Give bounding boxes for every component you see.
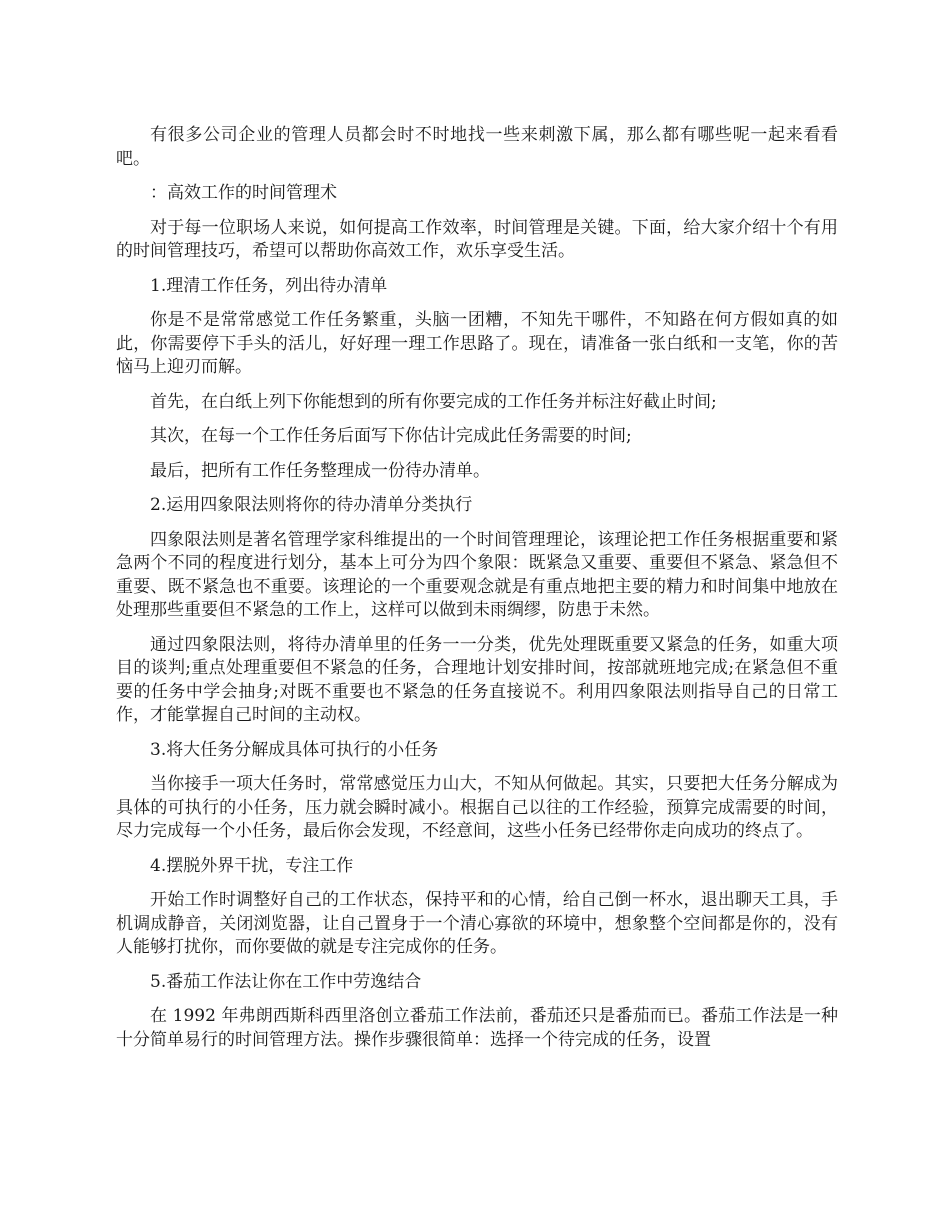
tip-5-heading: 5.番茄工作法让你在工作中劳逸结合: [150, 971, 422, 992]
tip-1-paragraph: 你是不是常常感觉工作任务繁重，头脑一团糟，不知先干哪件，不知路在何方假如真的如此，你需要停下手头的活儿，好好理一理工作思路了。现在，请准备一张白纸和一支笔，你的苦恼马上迎刃而解。: [116, 310, 838, 377]
tip-3-heading: 3.将大任务分解成具体可执行的小任务: [150, 739, 439, 760]
tip-5-paragraph: 在 1992 年弗朗西斯科西里洛创立番茄工作法前，番茄还只是番茄而已。番茄工作法是一种十分简单易行的时间管理方法。操作步骤很简单：选择一个待完成的任务，设置: [116, 1006, 838, 1050]
tip-1-step-first: 首先，在白纸上列下你能想到的所有你要完成的工作任务并标注好截止时间;: [150, 391, 717, 412]
tip-1-heading: 1.理清工作任务，列出待办清单: [150, 275, 388, 296]
tip-4-heading: 4.摆脱外界干扰，专注工作: [150, 855, 354, 876]
tip-2-paragraph-2: 通过四象限法则，将待办清单里的任务一一分类，优先处理既重要又紧急的任务，如重大项目的谈判;重点处理重要但不紧急的任务，合理地计划安排时间，按部就班地完成;在紧急但不重要的任务中学会抽身;对既不重要也不紧急的任务直接说不。利用四象限法则指导自己的日常工作，才能掌握自己时间的主动权。: [116, 634, 838, 725]
tip-2-paragraph-1: 四象限法则是著名管理学家科维提出的一个时间管理理论，该理论把工作任务根据重要和紧急两个不同的程度进行划分，基本上可分为四个象限：既紧急又重要、重要但不紧急、紧急但不重要、既不紧急也不重要。该理论的一个重要观念就是有重点地把主要的精力和时间集中地放在处理那些重要但不紧急的工作上，这样可以做到未雨绸缪，防患于未然。: [116, 529, 838, 620]
tip-1-step-second: 其次，在每一个工作任务后面写下你估计完成此任务需要的时间;: [150, 426, 632, 446]
tip-4-paragraph: 开始工作时调整好自己的工作状态，保持平和的心情，给自己倒一杯水，退出聊天工具，手机调成静音，关闭浏览器，让自己置身于一个清心寡欲的环境中，想象整个空间都是你的，没有人能够打扰你，而你要做的就是专注完成你的任务。: [116, 890, 838, 957]
tip-2-heading: 2.运用四象限法则将你的待办清单分类执行: [150, 495, 473, 515]
section-title: ：高效工作的时间管理术: [150, 183, 337, 203]
tip-3-paragraph: 当你接手一项大任务时，常常感觉压力山大，不知从何做起。其实，只要把大任务分解成为具体的可执行的小任务，压力就会瞬时减小。根据自己以往的工作经验，预算完成需要的时间，尽力完成每一个小任务，最后你会发现，不经意间，这些小任务已经带你走向成功的终点了。: [116, 774, 838, 841]
overview-paragraph: 对于每一位职场人来说，如何提高工作效率，时间管理是关键。下面，给大家介绍十个有用的时间管理技巧，希望可以帮助你高效工作，欢乐享受生活。: [116, 217, 838, 261]
intro-paragraph: 有很多公司企业的管理人员都会时不时地找一些来刺激下属，那么都有哪些呢一起来看看吧。: [116, 125, 838, 169]
document-body: [116, 124, 838, 1063]
tip-1-step-last: 最后，把所有工作任务整理成一份待办清单。: [150, 460, 490, 481]
